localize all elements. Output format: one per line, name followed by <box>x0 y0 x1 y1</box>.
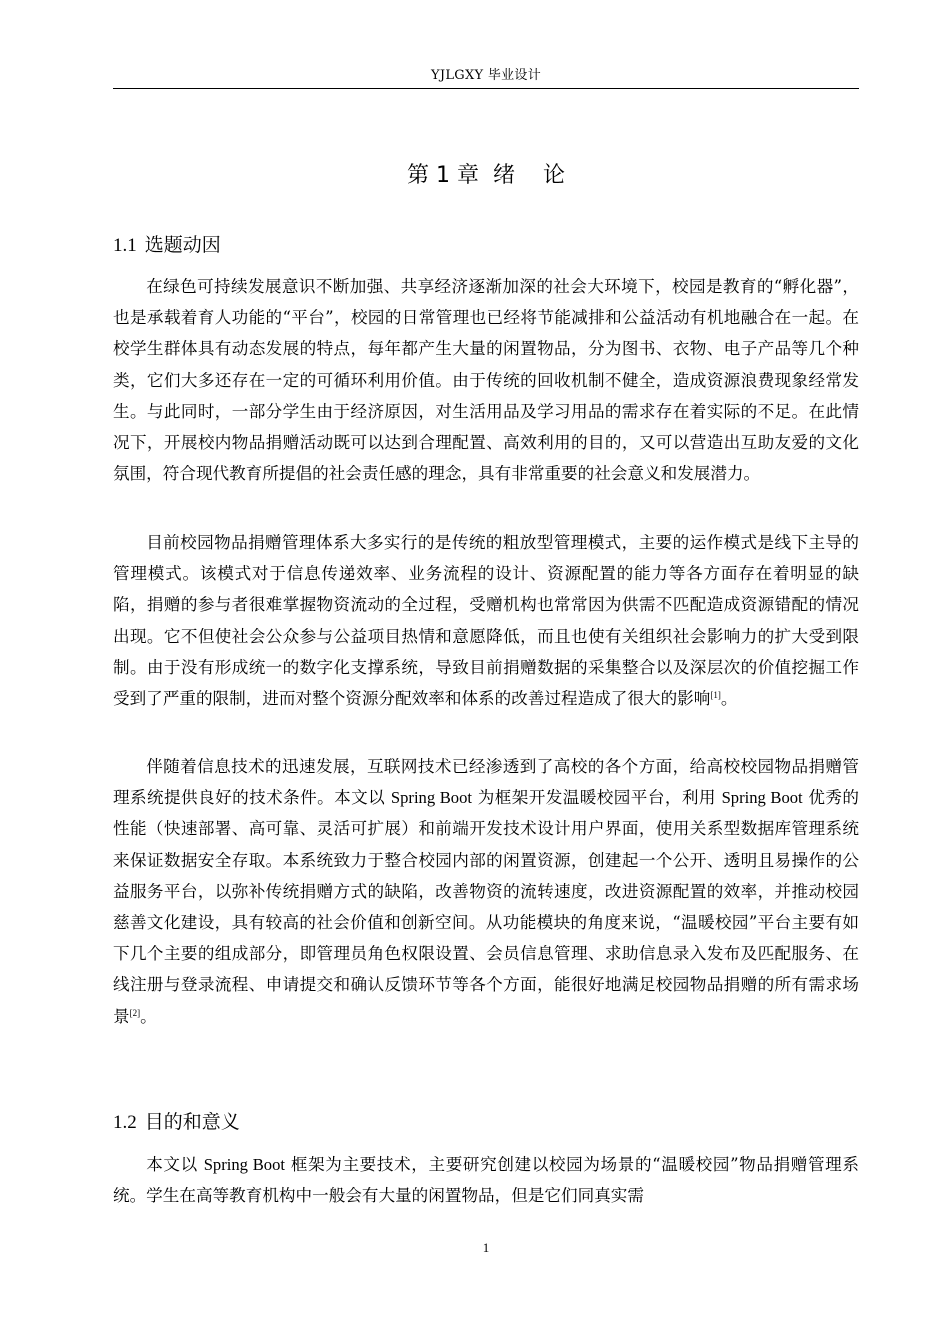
chapter-title-char-2: 论 <box>542 163 565 188</box>
chapter-number: 第 1 章 <box>406 163 479 188</box>
page-header: YJLGXY 毕业设计 <box>430 68 542 83</box>
header-rule <box>113 88 859 89</box>
framework-name: Spring Boot <box>203 1155 285 1174</box>
section-number: 1.1 <box>113 235 137 256</box>
citation-ref: [2] <box>129 1007 141 1018</box>
chapter-title-char-1: 绪 <box>492 163 515 188</box>
section-heading-1-2 <box>113 1108 240 1137</box>
page-number: 1 <box>482 1240 490 1255</box>
framework-name: Spring Boot <box>390 788 472 808</box>
citation-ref: [1] <box>710 690 721 701</box>
paragraph-motivation-2: 目前校园物品捐赠管理体系大多实行的是传统的粗放型管理模式，主要的运作模式是线下主导的管理模式。该模式对于信息传递效率、业务流程的设计、资源配置的能力等各方面存在着明显的缺陷，捐赠的参与者很难掌握物资流动的全过程，受赠机构也常常因为供需不匹配造成资源错配的情况出现。它不但使社会公众参与公益项目热情和意愿降低，而且也使有关组织社会影响力的扩大受到限制。由于没有形成统一的数字化支撑系统，导致目前捐赠数据的采集整合以及深层次的价值挖掘工作受到了严重的限制，进而对整个资源分配效率和体系的改善过程造成了很大的影响[1]。 <box>113 533 859 709</box>
chapter-title <box>113 160 859 192</box>
paragraph-motivation-1: 在绿色可持续发展意识不断加强、共享经济逐渐加深的社会大环境下，校园是教育的“孵化器”，也是承载着育人功能的“平台”，校园的日常管理也已经将节能减排和公益活动有机地融合在一起。在校学生群体具有动态发展的特点，每年都产生大量的闲置物品，分为图书、衣物、电子产品等几个种类，它们大多还存在一定的可循环利用价值。由于传统的回收机制不健全，造成资源浪费现象经常发生。与此同时，一部分学生由于经济原因，对生活用品及学习用品的需求存在着实际的不足。在此情况下，开展校内物品捐赠活动既可以达到合理配置、高效利用的目的，又可以营造出互助友爱的文化氛围，符合现代教育所提倡的社会责任感的理念，具有非常重要的社会意义和发展潜力。 <box>113 277 859 484</box>
paragraph-motivation-3: 伴随着信息技术的迅速发展，互联网技术已经渗透到了高校的各个方面，给高校校园物品捐赠管理系统提供良好的技术条件。本文以 Spring Boot 为框架开发温暖校园平台，利用 Spring Boot 优秀的性能（快速部署、高可靠、灵活可扩展）和前端开发技术设计用户界面，使用关系型数据库管理系统来保证数据安全存取。本系统致力于整合校园内部的闲置资源，创建起一个公开、透明且易操作的公益服务平台，以弥补传统捐赠方式的缺陷，改善物资的流转速度，改进资源配置的效率，并推动校园慈善文化建设，具有较高的社会价值和创新空间。从功能模块的角度来说，“温暖校园”平台主要有如下几个主要的组成部分，即管理员角色权限设置、会员信息管理、求助信息录入发布及匹配服务、在线注册与登录流程、申请提交和确认反馈环节等各个方面，能很好地满足校园物品捐赠的所有需求场景[2]。 <box>113 757 859 1026</box>
framework-name: Spring Boot <box>721 788 803 808</box>
section-title: 选题动因 <box>144 234 221 256</box>
paragraph-purpose-1: 本文以 Spring Boot 框架为主要技术，主要研究创建以校园为场景的“温暖校园”物品捐赠管理系统。学生在高等教育机构中一般会有大量的闲置物品，但是它们同真实需 <box>113 1155 859 1206</box>
section-title: 目的和意义 <box>144 1111 240 1133</box>
paragraph-text: 目前校园物品捐赠管理体系大多实行的是传统的粗放型管理模式，主要的运作模式是线下主导的管理模式。该模式对于信息传递效率、业务流程的设计、资源配置的能力等各方面存在着明显的缺陷，捐赠的参与者很难掌握物资流动的全过程，受赠机构也常常因为供需不匹配造成资源错配的情况出现。它不但使社会公众参与公益项目热情和意愿降低，而且也使有关组织社会影响力的扩大受到限制。由于没有形成统一的数字化支撑系统，导致目前捐赠数据的采集整合以及深层次的价值挖掘工作受到了严重的限制，进而对整个资源分配效率和体系的改善过程造成了很大的影响 <box>113 533 859 709</box>
section-number: 1.2 <box>113 1112 137 1133</box>
section-heading-1-1 <box>113 231 221 260</box>
